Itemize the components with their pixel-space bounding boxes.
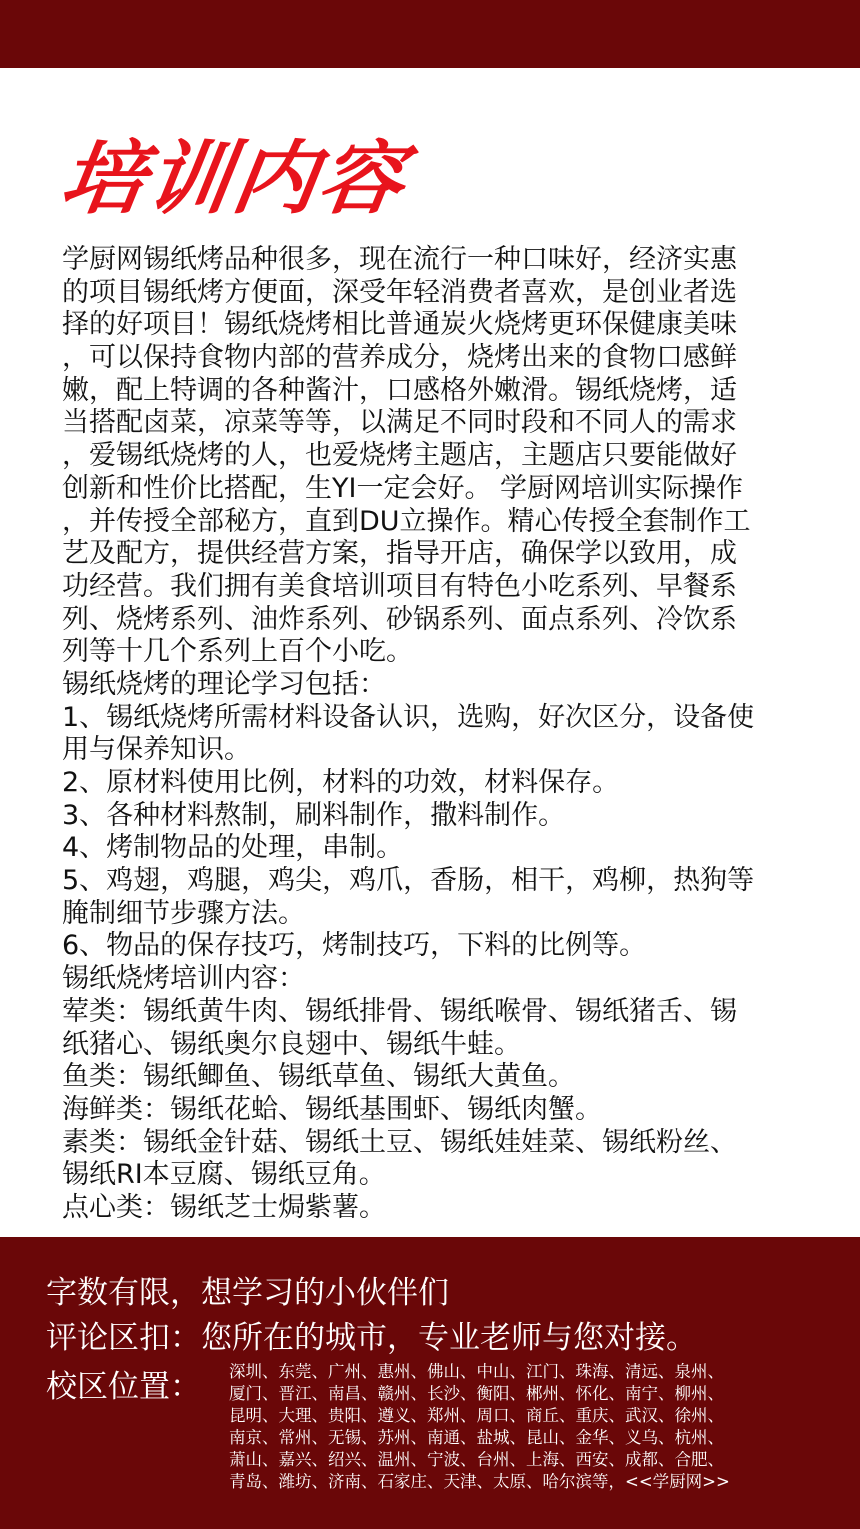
text-line: 择的好项目！锡纸烧烤相比普通炭火烧烤更环保健康美味: [62, 309, 737, 341]
text-line: 艺及配方，提供经营方案，指导开店，确保学以致用，成: [62, 538, 737, 570]
footer-line-1: 字数有限，想学习的小伙伴们: [46, 1275, 449, 1311]
text-line: 5、鸡翅，鸡腿，鸡尖，鸡爪，香肠，相干，鸡柳，热狗等: [62, 865, 755, 897]
text-line: 锡纸烧烤培训内容：: [62, 963, 305, 995]
top-banner: [0, 0, 860, 68]
text-line: 功经营。我们拥有美食培训项目有特色小吃系列、早餐系: [62, 570, 737, 602]
article-body: [62, 244, 842, 1225]
text-line: 嫩，配上特调的各种酱汁，口感格外嫩滑。锡纸烧烤，适: [62, 374, 737, 406]
text-line: 1、锡纸烧烤所需材料设备认识，选购，好次区分，设备使: [62, 701, 755, 733]
text-line: 用与保养知识。: [62, 734, 251, 766]
page-title: 培训内容: [54, 132, 412, 226]
text-line: 素类：锡纸金针菇、锡纸土豆、锡纸娃娃菜、锡纸粉丝、: [62, 1126, 737, 1158]
text-line: 列、烧烤系列、油炸系列、砂锅系列、面点系列、冷饮系: [62, 603, 737, 635]
campus-city-list: [229, 1361, 730, 1493]
text-line: ，可以保持食物内部的营养成分，烧烤出来的食物口感鲜: [62, 342, 737, 374]
text-line: 锡纸RI本豆腐、锡纸豆角。: [62, 1159, 386, 1191]
text-line: ，爱锡纸烧烤的人，也爱烧烤主题店，主题店只要能做好: [62, 440, 737, 472]
city-line: 萧山、嘉兴、绍兴、温州、宁波、台州、上海、西安、成都、合肥、: [229, 1450, 724, 1469]
city-line: 南京、常州、无锡、苏州、南通、盐城、昆山、金华、义乌、杭州、: [229, 1428, 724, 1447]
footer-line-2: 评论区扣：您所在的城市，专业老师与您对接。: [46, 1320, 697, 1356]
text-line: 腌制细节步骤方法。: [62, 897, 305, 929]
text-line: 4、烤制物品的处理，串制。: [62, 832, 404, 864]
text-line: 创新和性价比搭配，生YI一定会好。 学厨网培训实际操作: [62, 472, 744, 504]
text-line: 学厨网锡纸烤品种很多，现在流行一种口味好，经济实惠: [62, 244, 737, 275]
text-line: 3、各种材料熬制，刷料制作，撒料制作。: [62, 799, 566, 831]
city-line: 青岛、潍坊、济南、石家庄、天津、太原、哈尔滨等，<<学厨网>>: [229, 1472, 730, 1491]
text-line: 鱼类：锡纸鲫鱼、锡纸草鱼、锡纸大黄鱼。: [62, 1061, 575, 1093]
text-line: 海鲜类：锡纸花蛤、锡纸基围虾、锡纸肉蟹。: [62, 1093, 602, 1125]
city-line: 深圳、东莞、广州、惠州、佛山、中山、江门、珠海、清远、泉州、: [229, 1362, 724, 1381]
text-line: 锡纸烧烤的理论学习包括：: [62, 668, 386, 700]
campus-label: 校区位置：: [46, 1369, 201, 1405]
text-line: 2、原材料使用比例，材料的功效，材料保存。: [62, 767, 620, 798]
text-line: 点心类：锡纸芝士焗紫薯。: [62, 1191, 386, 1223]
text-line: 荤类：锡纸黄牛肉、锡纸排骨、锡纸喉骨、锡纸猪舌、锡: [62, 995, 737, 1027]
text-line: 纸猪心、锡纸奥尔良翅中、锡纸牛蛙。: [62, 1028, 521, 1060]
city-line: 厦门、晋江、南昌、赣州、长沙、衡阳、郴州、怀化、南宁、柳州、: [229, 1384, 724, 1403]
text-line: 的项目锡纸烤方便面，深受年轻消费者喜欢，是创业者选: [62, 276, 737, 308]
text-line: ，并传授全部秘方，直到DU立操作。精心传授全套制作工: [62, 505, 751, 537]
text-line: 列等十几个系列上百个小吃。: [62, 636, 413, 668]
city-line: 昆明、大理、贵阳、遵义、郑州、周口、商丘、重庆、武汉、徐州、: [229, 1406, 724, 1425]
text-line: 6、物品的保存技巧，烤制技巧，下料的比例等。: [62, 930, 647, 962]
text-line: 当搭配卤菜，凉菜等等，以满足不同时段和不同人的需求: [62, 407, 737, 439]
